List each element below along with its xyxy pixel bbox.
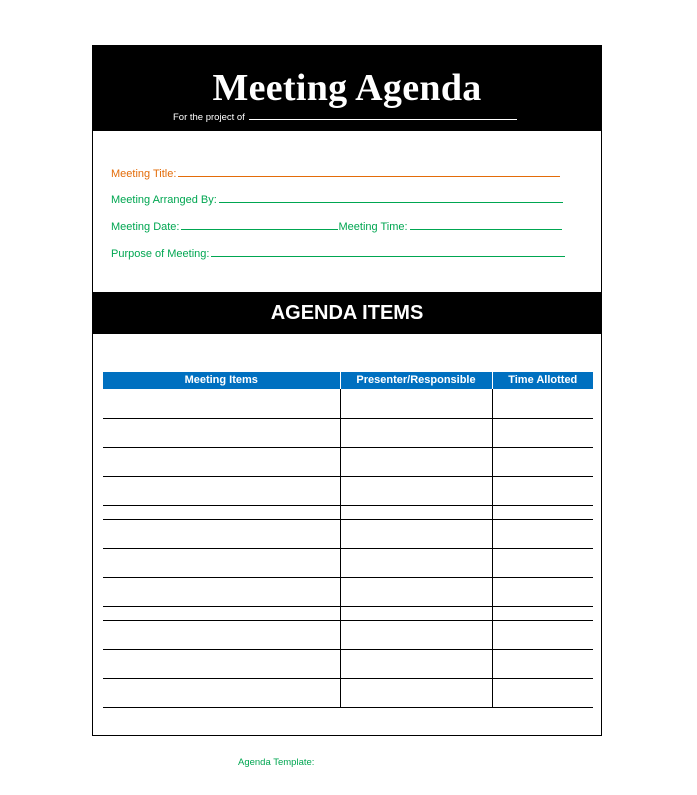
meeting-date-input-line[interactable] (181, 219, 338, 230)
agenda-page (92, 45, 602, 736)
column-header-time-allotted: Time Allotted (492, 372, 593, 389)
time-allotted-cell[interactable] (492, 606, 593, 620)
date-time-field (111, 219, 562, 234)
time-allotted-cell[interactable] (492, 620, 593, 649)
meeting-item-cell[interactable] (103, 447, 340, 476)
presenter-cell[interactable] (340, 606, 492, 620)
meeting-title-input-line[interactable] (178, 166, 560, 177)
meeting-date-label: Meeting Date: (111, 221, 180, 233)
table-row (103, 548, 593, 577)
table-row (103, 505, 593, 519)
table-row (103, 418, 593, 447)
table-row (103, 606, 593, 620)
purpose-field (111, 246, 565, 261)
time-allotted-cell[interactable] (492, 577, 593, 606)
presenter-cell[interactable] (340, 447, 492, 476)
header-banner (93, 46, 601, 131)
arranged-by-field (111, 192, 563, 207)
meeting-title-field (111, 166, 560, 181)
meeting-time-label: Meeting Time: (338, 221, 408, 233)
presenter-cell[interactable] (340, 418, 492, 447)
page-title: Meeting Agenda (212, 67, 482, 109)
table-row (103, 519, 593, 548)
project-line (173, 110, 517, 124)
meeting-item-cell[interactable] (103, 649, 340, 678)
purpose-label: Purpose of Meeting: (111, 248, 210, 260)
meeting-item-cell[interactable] (103, 577, 340, 606)
time-allotted-cell[interactable] (492, 476, 593, 505)
project-input-line[interactable] (249, 110, 517, 120)
presenter-cell[interactable] (340, 620, 492, 649)
table-header-row (103, 372, 593, 389)
meeting-item-cell[interactable] (103, 678, 340, 707)
time-allotted-cell[interactable] (492, 649, 593, 678)
table-row (103, 447, 593, 476)
table-row (103, 649, 593, 678)
time-allotted-cell[interactable] (492, 418, 593, 447)
meeting-item-cell[interactable] (103, 505, 340, 519)
table-row (103, 620, 593, 649)
table-row (103, 678, 593, 707)
meeting-item-cell[interactable] (103, 548, 340, 577)
meeting-item-cell[interactable] (103, 389, 340, 418)
presenter-cell[interactable] (340, 476, 492, 505)
column-header-presenter: Presenter/Responsible (340, 372, 492, 389)
meeting-time-input-line[interactable] (410, 219, 562, 230)
table-row (103, 577, 593, 606)
meeting-title-label: Meeting Title: (111, 168, 177, 180)
time-allotted-cell[interactable] (492, 389, 593, 418)
table-row (103, 476, 593, 505)
meeting-item-cell[interactable] (103, 418, 340, 447)
footer-label: Agenda Template: (238, 757, 315, 768)
presenter-cell[interactable] (340, 389, 492, 418)
presenter-cell[interactable] (340, 649, 492, 678)
meeting-item-cell[interactable] (103, 620, 340, 649)
time-allotted-cell[interactable] (492, 447, 593, 476)
project-label: For the project of (173, 112, 245, 123)
time-allotted-cell[interactable] (492, 505, 593, 519)
column-header-meeting-items: Meeting Items (103, 372, 340, 389)
meeting-item-cell[interactable] (103, 606, 340, 620)
meeting-item-cell[interactable] (103, 476, 340, 505)
arranged-by-input-line[interactable] (219, 192, 563, 203)
purpose-input-line[interactable] (211, 246, 565, 257)
agenda-table (103, 372, 593, 708)
presenter-cell[interactable] (340, 505, 492, 519)
presenter-cell[interactable] (340, 519, 492, 548)
agenda-items-banner: AGENDA ITEMS (93, 292, 601, 334)
presenter-cell[interactable] (340, 548, 492, 577)
presenter-cell[interactable] (340, 577, 492, 606)
time-allotted-cell[interactable] (492, 548, 593, 577)
meeting-item-cell[interactable] (103, 519, 340, 548)
time-allotted-cell[interactable] (492, 678, 593, 707)
table-row (103, 389, 593, 418)
presenter-cell[interactable] (340, 678, 492, 707)
arranged-by-label: Meeting Arranged By: (111, 194, 217, 206)
time-allotted-cell[interactable] (492, 519, 593, 548)
